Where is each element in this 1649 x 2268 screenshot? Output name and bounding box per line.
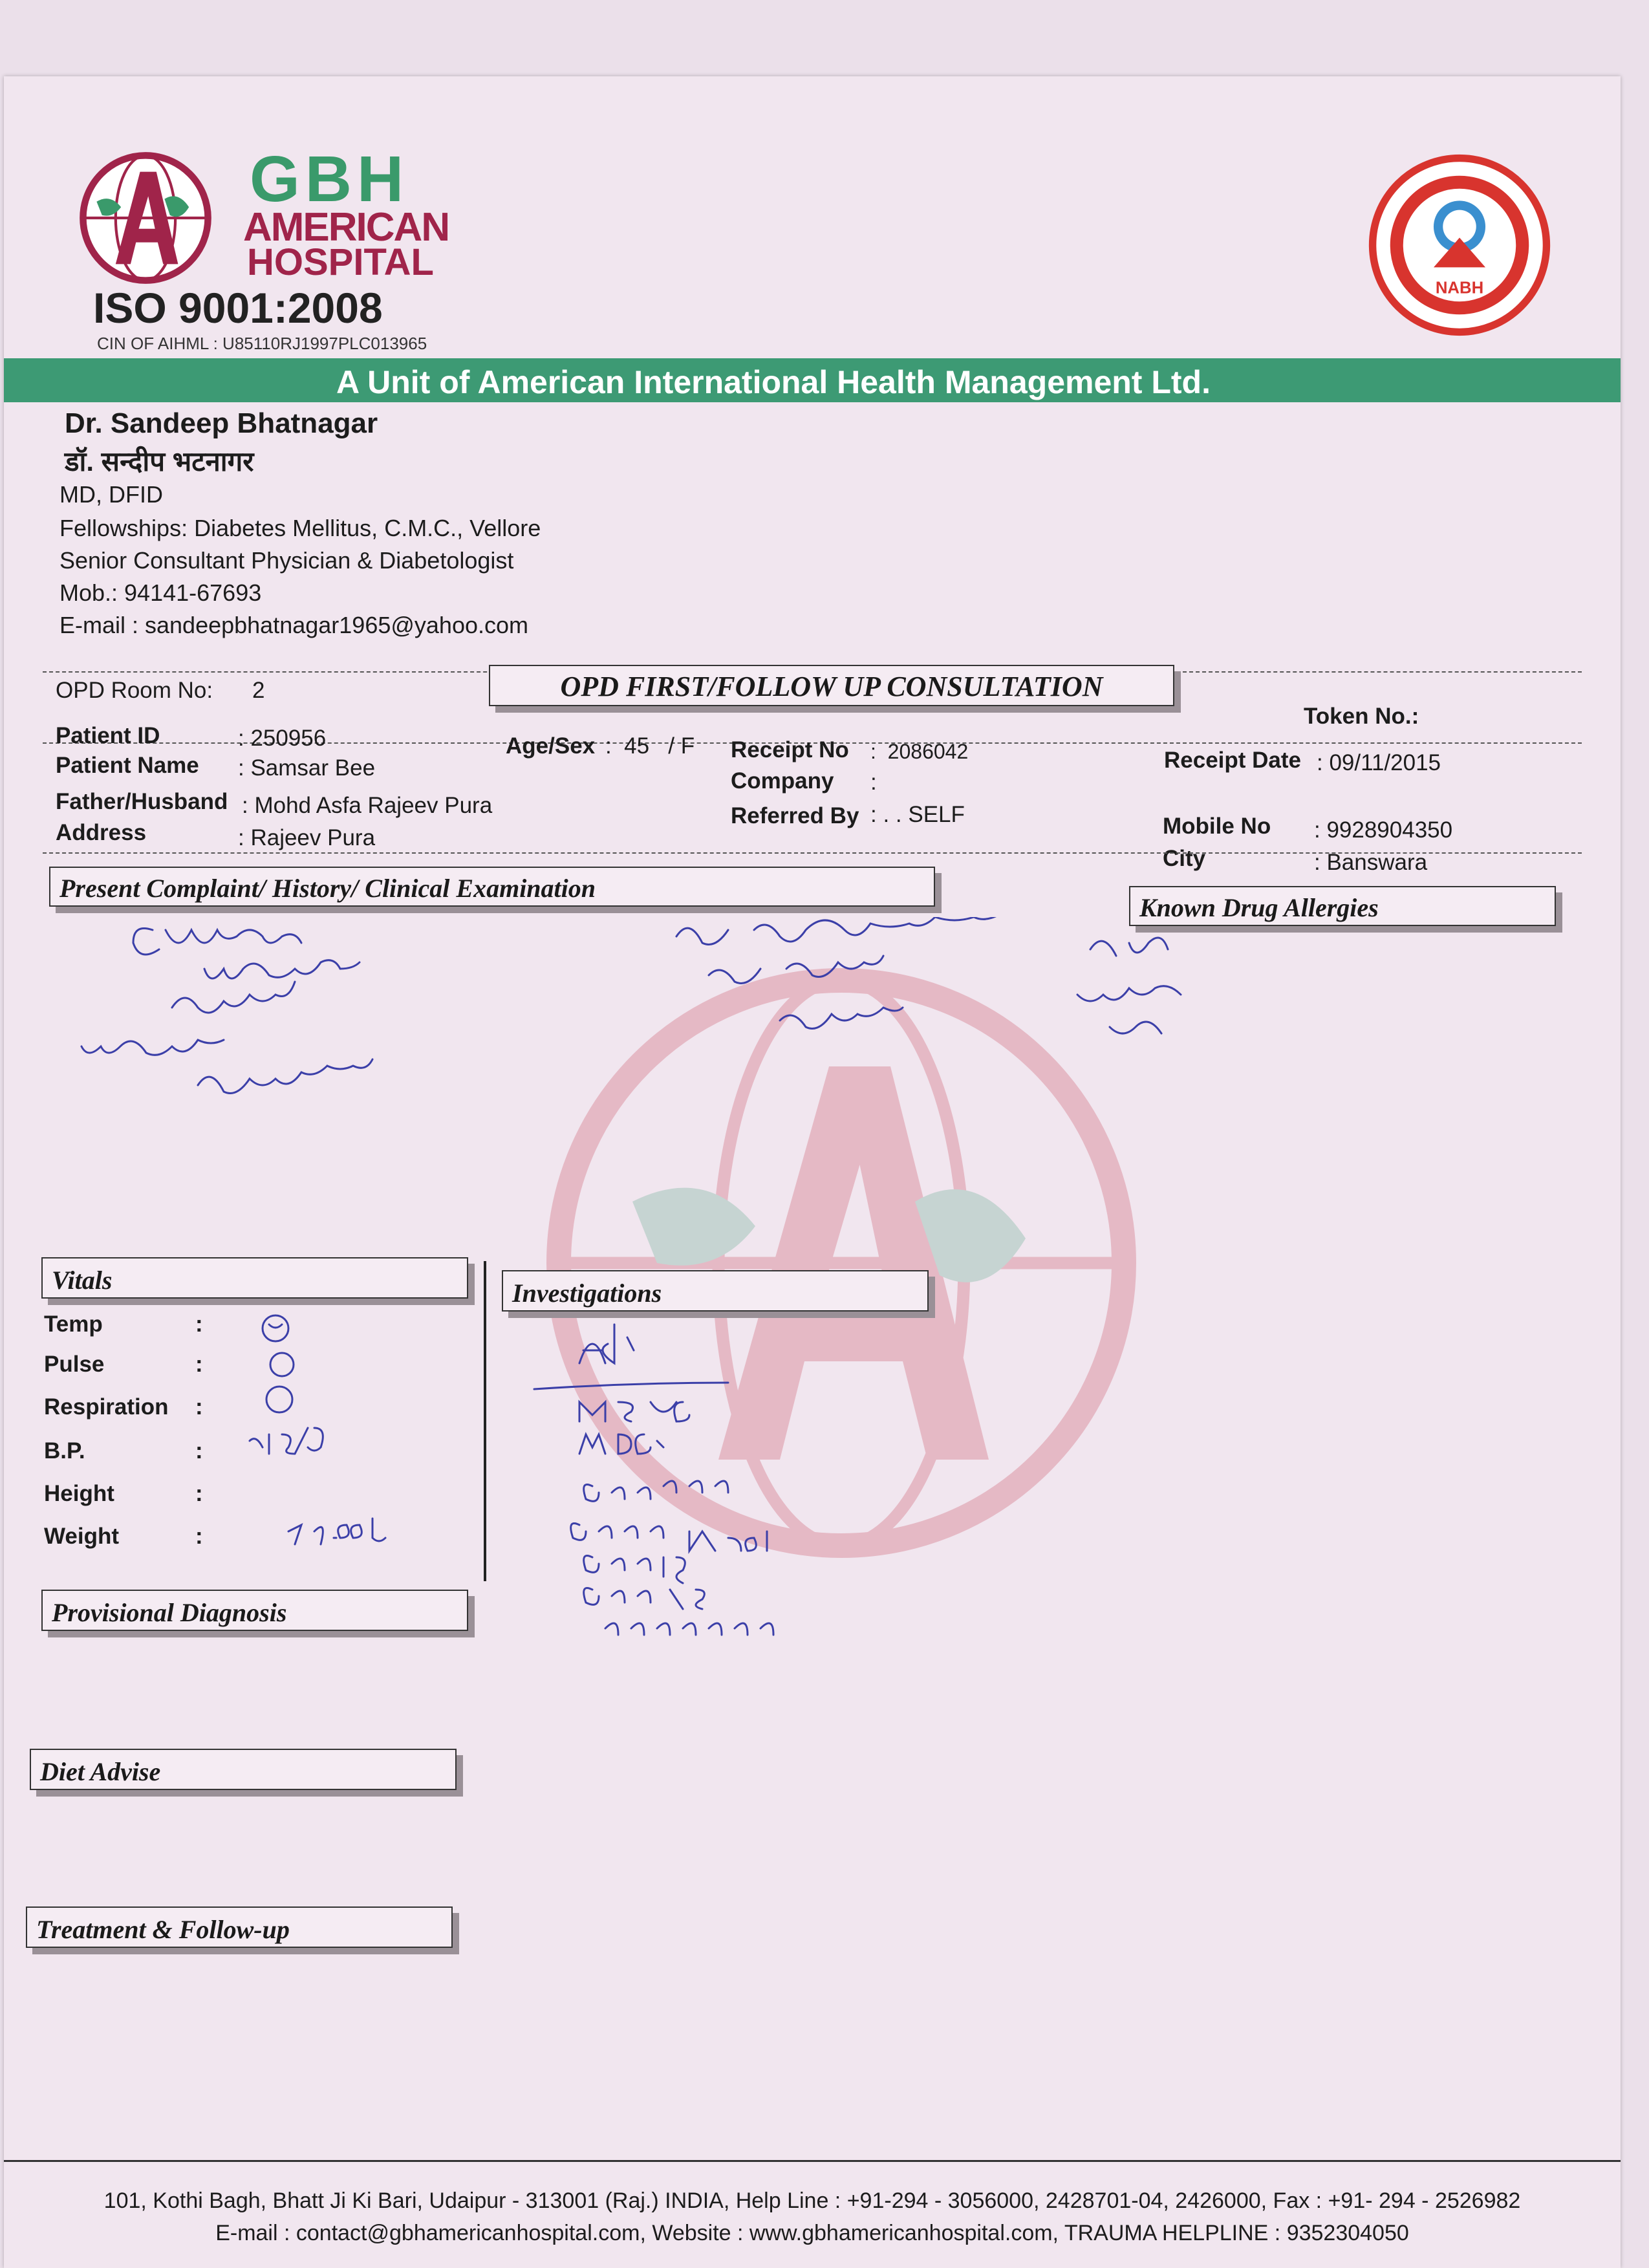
receipt-date-label: Receipt Date xyxy=(1164,748,1302,773)
vital-label: Height xyxy=(44,1481,114,1506)
vital-colon: : xyxy=(195,1481,203,1506)
doctor-mobile: Mob.: 94141-67693 xyxy=(59,579,262,606)
receipt-no-label: Receipt No xyxy=(731,737,849,762)
doctor-fellowship: Fellowships: Diabetes Mellitus, C.M.C., Vellore xyxy=(59,515,541,541)
age-sex-label: Age/Sex xyxy=(506,733,596,759)
footer-rule xyxy=(4,2160,1621,2162)
vital-colon: : xyxy=(195,1438,203,1463)
receipt-no-value: : 2086042 xyxy=(870,740,969,763)
opd-room-label: OPD Room No: xyxy=(56,678,213,703)
patient-name-label: Patient Name xyxy=(56,753,199,778)
form-title: OPD FIRST/FOLLOW UP CONSULTATION xyxy=(489,665,1174,706)
vitals-heading: Vitals xyxy=(41,1257,468,1299)
footer-address: 101, Kothi Bagh, Bhatt Ji Ki Bari, Udaipur - 313001 (Raj.) INDIA, Help Line : +91-294 - 3056000, 2428701-04, 2426000, Fax : +91- 294 - 2526982 xyxy=(103,2188,1521,2213)
vitals-divider xyxy=(484,1261,486,1581)
opd-room-value: 2 xyxy=(252,678,265,703)
token-label: Token No.: xyxy=(1304,704,1419,729)
vital-colon: : xyxy=(195,1352,203,1377)
provisional-diagnosis-heading: Provisional Diagnosis xyxy=(41,1590,468,1631)
address-label: Address xyxy=(56,820,147,845)
diet-advise-heading: Diet Advise xyxy=(30,1749,457,1790)
city-label: City xyxy=(1163,846,1206,871)
brand-gbh: GBH xyxy=(250,143,409,215)
doctor-name-hindi: डॉ. सन्दीप भटनागर xyxy=(65,446,254,477)
referred-by-value: : . . SELF xyxy=(870,802,965,827)
father-husband-label: Father/Husband xyxy=(56,789,228,814)
doctor-name: Dr. Sandeep Bhatnagar xyxy=(65,407,378,439)
doctor-email: E-mail : sandeepbhatnagar1965@yahoo.com xyxy=(59,612,529,638)
patient-id-label: Patient ID xyxy=(56,723,160,748)
mobile-value: : 9928904350 xyxy=(1314,817,1453,843)
cin-number: CIN OF AIHML : U85110RJ1997PLC013965 xyxy=(97,334,427,353)
vital-label: B.P. xyxy=(44,1438,85,1463)
age-sex-value: : 45 / F xyxy=(605,733,695,759)
vital-height xyxy=(44,1481,238,1507)
divider xyxy=(43,852,1582,854)
referred-by-label: Referred By xyxy=(731,803,859,828)
vital-weight xyxy=(44,1524,238,1550)
nabh-label: NABH xyxy=(1435,279,1484,297)
mobile-label: Mobile No xyxy=(1163,814,1271,839)
vital-label: Respiration xyxy=(44,1394,169,1420)
gbh-logo-icon xyxy=(78,150,213,286)
investigations-handwriting xyxy=(521,1318,974,1719)
father-husband-value: : Mohd Asfa Rajeev Pura xyxy=(242,793,493,818)
nabh-seal-icon xyxy=(1367,153,1552,338)
vital-respiration xyxy=(44,1394,238,1420)
vital-pulse xyxy=(44,1352,238,1377)
unit-line: A Unit of American International Health Management Ltd. xyxy=(336,364,1211,400)
patient-name-value: : Samsar Bee xyxy=(238,755,376,781)
treatment-followup-heading: Treatment & Follow-up xyxy=(26,1906,453,1948)
vital-label: Temp xyxy=(44,1312,103,1337)
patient-id-value: : 250956 xyxy=(238,726,327,751)
doctor-degree: MD, DFID xyxy=(59,481,163,508)
vitals-handwriting xyxy=(237,1305,469,1603)
investigations-heading: Investigations xyxy=(502,1270,929,1312)
vital-label: Pulse xyxy=(44,1352,105,1377)
vital-bp xyxy=(44,1438,238,1464)
complaint-handwriting xyxy=(69,917,1297,1163)
complaint-heading: Present Complaint/ History/ Clinical Examination xyxy=(49,867,935,907)
iso-certification: ISO 9001:2008 xyxy=(93,284,383,332)
doctor-title: Senior Consultant Physician & Diabetologist xyxy=(59,547,514,574)
vital-colon: : xyxy=(195,1524,203,1549)
vital-label: Weight xyxy=(44,1524,120,1549)
prescription-sheet xyxy=(4,76,1621,2268)
company-value: : xyxy=(870,770,877,795)
vital-colon: : xyxy=(195,1394,203,1420)
city-value: : Banswara xyxy=(1314,850,1428,875)
receipt-date-value: : 09/11/2015 xyxy=(1317,750,1441,775)
brand-american: AMERICAN xyxy=(243,205,449,250)
company-label: Company xyxy=(731,768,834,794)
vital-temp xyxy=(44,1312,238,1337)
footer-contact: E-mail : contact@gbhamericanhospital.com, Website : www.gbhamericanhospital.com, TRAUMA HELPLINE : 9352304050 xyxy=(215,2221,1409,2245)
brand-hospital: HOSPITAL xyxy=(247,241,434,283)
address-value: : Rajeev Pura xyxy=(238,825,376,850)
allergies-heading: Known Drug Allergies xyxy=(1129,886,1556,926)
vital-colon: : xyxy=(195,1312,203,1337)
